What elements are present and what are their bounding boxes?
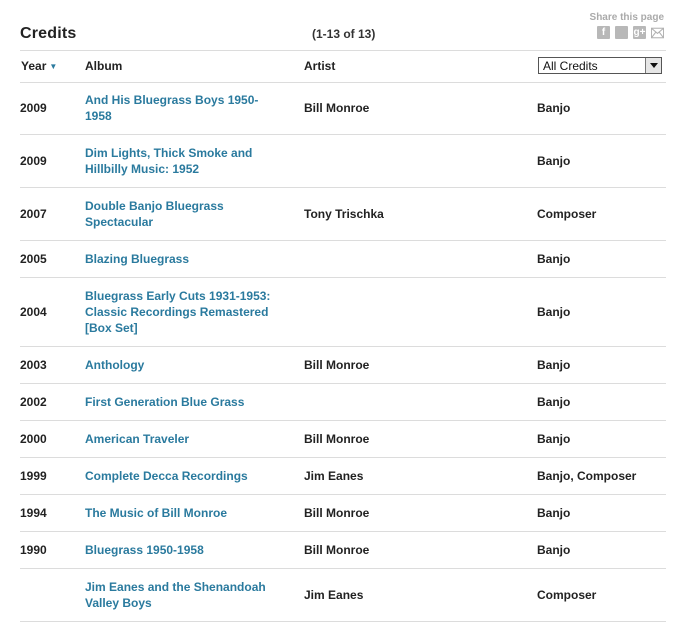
album-link[interactable]: The Music of Bill Monroe [85, 506, 228, 520]
year-cell: 2004 [20, 305, 47, 319]
table-row [20, 532, 666, 569]
table-row [20, 495, 666, 532]
year-cell: 2002 [20, 395, 47, 409]
facebook-icon[interactable]: f [597, 26, 610, 39]
email-icon[interactable] [651, 26, 664, 39]
year-cell: 2000 [20, 432, 47, 446]
table-row [20, 82, 666, 135]
album-link[interactable]: First Generation Blue Grass [85, 395, 245, 409]
role-cell: Banjo [537, 154, 571, 168]
artist-cell: Bill Monroe [304, 506, 370, 520]
album-link[interactable]: Complete Decca Recordings [85, 469, 248, 483]
album-link[interactable]: Bluegrass 1950-1958 [85, 543, 204, 557]
artist-header: Artist [304, 59, 336, 73]
year-header-label: Year [21, 59, 47, 73]
year-sort-header[interactable] [21, 59, 57, 73]
album-link[interactable]: Jim Eanes and the Shenandoah Valley Boys [85, 580, 266, 610]
album-link[interactable]: And His Bluegrass Boys 1950-1958 [85, 93, 259, 123]
artist-cell: Bill Monroe [304, 358, 370, 372]
album-link[interactable]: Anthology [85, 358, 145, 372]
sort-down-icon: ▼ [49, 62, 58, 71]
share-icons [590, 26, 664, 39]
artist-cell: Tony Trischka [304, 207, 384, 221]
role-cell: Composer [537, 207, 597, 221]
role-cell: Banjo [537, 432, 571, 446]
album-link[interactable]: Bluegrass Early Cuts 1931-1953: Classic Recordings Remastered [Box Set] [85, 289, 271, 335]
year-cell: 1999 [20, 469, 47, 483]
twitter-icon[interactable] [615, 26, 628, 39]
table-row [20, 384, 666, 421]
role-cell: Composer [537, 588, 597, 602]
album-link[interactable]: Double Banjo Bluegrass Spectacular [85, 199, 224, 229]
role-cell: Banjo [537, 305, 571, 319]
year-cell: 2005 [20, 252, 47, 266]
google-plus-icon[interactable]: g+ [633, 26, 646, 38]
year-cell: 1990 [20, 543, 47, 557]
table-row [20, 421, 666, 458]
credits-header [20, 0, 666, 51]
result-count: (1-13 of 13) [312, 27, 376, 41]
role-cell: Banjo [537, 506, 571, 520]
share-box [590, 12, 664, 39]
chevron-down-icon[interactable] [645, 58, 661, 73]
album-link[interactable]: American Traveler [85, 432, 190, 446]
table-row [20, 458, 666, 495]
table-row [20, 135, 666, 188]
album-link[interactable]: Dim Lights, Thick Smoke and Hillbilly Music: 1952 [85, 146, 253, 176]
table-header [20, 50, 666, 83]
album-header: Album [85, 59, 123, 73]
year-cell: 2009 [20, 154, 47, 168]
role-cell: Banjo [537, 101, 571, 115]
album-link[interactable]: Blazing Bluegrass [85, 252, 190, 266]
role-cell: Banjo [537, 252, 571, 266]
table-row [20, 188, 666, 241]
credits-table [20, 82, 666, 622]
artist-cell: Jim Eanes [304, 588, 364, 602]
role-cell: Banjo [537, 358, 571, 372]
page-title: Credits [20, 25, 77, 42]
table-row [20, 347, 666, 384]
year-cell: 1994 [20, 506, 47, 520]
year-cell: 2007 [20, 207, 47, 221]
role-cell: Banjo [537, 543, 571, 557]
credit-filter-value: All Credits [543, 59, 598, 73]
credit-filter-select[interactable] [538, 57, 662, 74]
table-row [20, 569, 666, 622]
artist-cell: Bill Monroe [304, 543, 370, 557]
table-row [20, 241, 666, 278]
role-cell: Banjo [537, 395, 571, 409]
role-cell: Banjo, Composer [537, 469, 637, 483]
year-cell: 2009 [20, 101, 47, 115]
artist-cell: Jim Eanes [304, 469, 364, 483]
artist-cell: Bill Monroe [304, 101, 370, 115]
share-label: Share this page [589, 12, 664, 23]
artist-cell: Bill Monroe [304, 432, 370, 446]
table-row [20, 278, 666, 347]
year-cell: 2003 [20, 358, 47, 372]
